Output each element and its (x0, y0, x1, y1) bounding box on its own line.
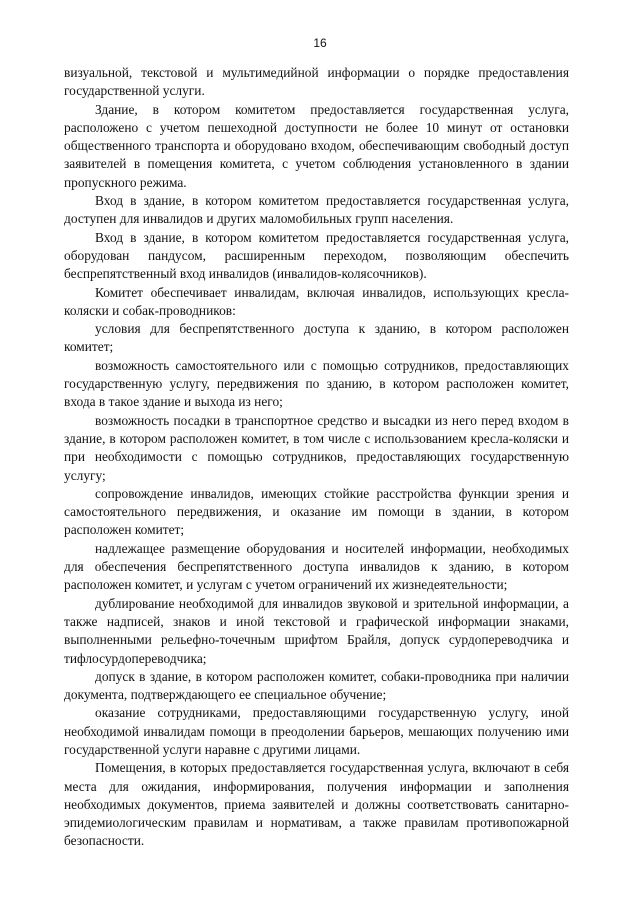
list-item-8: оказание сотрудниками, предоставляющими государственную услугу, иной необходимой инвалидам помощи в преодолении барьеров, мешающих получению ими государственной услуги наравне с другими лицами. (64, 705, 569, 757)
paragraph-6: Помещения, в которых предоставляется государственная услуга, включают в себя места для ожидания, информирования, получения информации и заполнения необходимых документов, приема заявителей и должны соответствовать санитарно-эпидемиологическим правилам и нормативам, а также правилам противопожарной безопасности. (64, 760, 569, 849)
list-item-5: надлежащее размещение оборудования и носителей информации, необходимых для обеспечения беспрепятственного доступа инвалидов к зданию, в котором расположен комитет, и услугам с учетом ограничений их жизнедеятельности; (64, 540, 569, 593)
list-item-4: сопровождение инвалидов, имеющих стойкие расстройства функции зрения и самостоятельного передвижения, и оказание им помощи в здании, в котором расположен комитет; (64, 485, 569, 538)
page-number: 16 (313, 36, 327, 50)
list-item-7: допуск в здание, в котором расположен комитет, собаки-проводника при наличии документа, подтверждающего ее специальное обучение; (64, 668, 569, 703)
list-item-2: возможность самостоятельного или с помощью сотрудников, предоставляющих государственную услугу, передвижения по зданию, в котором расположен комитет, входа в такое здание и выхода из него; (64, 357, 569, 410)
paragraph-3: Вход в здание, в котором комитетом предоставляется государственная услуга, доступен для инвалидов и других маломобильных групп населения. (64, 193, 569, 227)
paragraph-1: визуальной, текстовой и мультимедийной информации о порядке предоставления государственной услуги. (64, 65, 569, 99)
list-item-1: условия для беспрепятственного доступа к зданию, в котором расположен комитет; (64, 321, 569, 355)
list-item-6: дублирование необходимой для инвалидов звуковой и зрительной информации, а также надписей, знаков и иной текстовой и графической информации знаками, выполненными рельефно-точечным шрифтом Брайля, допуск сурдопереводчика и тифлосурдопереводчика; (64, 595, 569, 666)
paragraph-5: Комитет обеспечивает инвалидам, включая инвалидов, использующих кресла-коляски и собак-проводников: (64, 284, 569, 318)
list-item-3: возможность посадки в транспортное средство и высадки из него перед входом в здание, в котором расположен комитет, в том числе с использованием кресла-коляски и при необходимости с помощью сотрудников, предоставляющих государственную услугу; (64, 412, 569, 483)
paragraph-4: Вход в здание, в котором комитетом предоставляется государственная услуга, оборудован пандусом, расширенным переходом, позволяющим обеспечить беспрепятственный вход инвалидов (инвалидов-колясочников). (64, 229, 569, 282)
paragraph-2: Здание, в котором комитетом предоставляется государственная услуга, расположено с учетом пешеходной доступности не более 10 минут от остановки общественного транспорта и оборудовано входом, обеспечивающим свободный доступ заявителей в помещения комитета, с учетом соблюдения установленного в здании пропускного режима. (64, 101, 569, 190)
document-body (64, 64, 569, 851)
